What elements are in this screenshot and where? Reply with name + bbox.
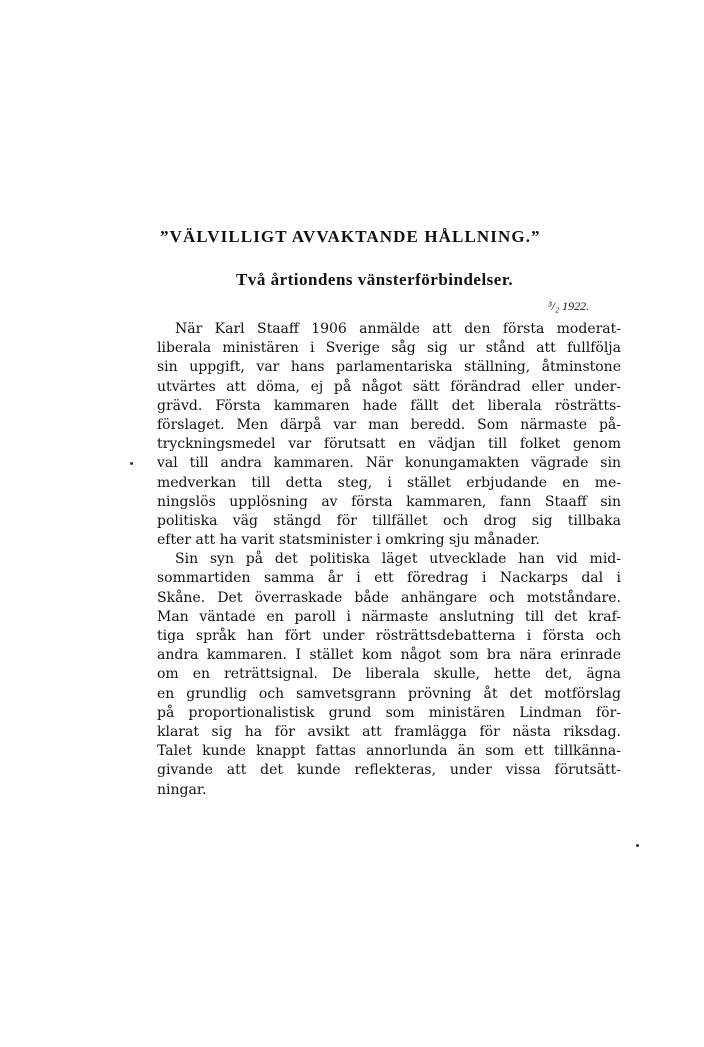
text-line: medverkan till detta steg, i stället erbjudande en me- bbox=[157, 474, 621, 491]
page-title: ”VÄLVILLIGT AVVAKTANDE HÅLLNING.” bbox=[160, 227, 541, 246]
text-line: politiska väg stängd för tillfället och drog sig tillbaka bbox=[157, 512, 621, 529]
page-subtitle: Två årtiondens vänsterförbindelser. bbox=[236, 270, 514, 289]
paragraph bbox=[157, 320, 621, 550]
text-line: efter att ha varit statsminister i omkring sju månader. bbox=[157, 532, 540, 549]
text-line: Talet kunde knappt fattas annorlunda än som ett tillkänna- bbox=[157, 743, 621, 760]
text-line: val till andra kammaren. När konungamakten vägrade sin bbox=[157, 455, 621, 472]
date-line: ³/₂ 1922. bbox=[548, 299, 590, 313]
text-line: tiga språk han fört under rösträttsdebatterna i första och bbox=[157, 628, 621, 644]
text-line: Skåne. Det överraskade både anhängare och motståndare. bbox=[157, 589, 621, 606]
text-line: givande att det kunde reflekteras, under vissa förutsätt- bbox=[157, 762, 621, 779]
text-line: grävd. Första kammaren hade fällt det liberala rösträtts- bbox=[157, 397, 621, 414]
text-line: andra kammaren. I stället kom något som bra nära erinrade bbox=[157, 647, 621, 664]
paragraph bbox=[157, 550, 621, 799]
text-line: ningslös upplösning av första kammaren, fann Staaff sin bbox=[157, 493, 621, 510]
text-line: klarat sig ha för avsikt att framlägga för nästa riksdag. bbox=[157, 723, 621, 740]
text-line: om en reträttsignal. De liberala skulle, hette det, ägna bbox=[157, 666, 621, 683]
text-line: utvärtes att döma, ej på något sätt förändrad eller under- bbox=[157, 378, 621, 395]
text-line: liberala ministären i Sverige såg sig ur stånd att fullfölja bbox=[157, 340, 621, 357]
margin-speck bbox=[636, 844, 639, 847]
text-line: ningar. bbox=[157, 781, 207, 798]
text-line: tryckningsmedel var förutsatt en vädjan till folket genom bbox=[157, 436, 621, 453]
text-line: Sin syn på det politiska läget utvecklade han vid mid- bbox=[175, 551, 621, 568]
text-line: När Karl Staaff 1906 anmälde att den första moderat- bbox=[175, 321, 621, 337]
text-line: sin uppgift, var hans parlamentariska ställning, åtminstone bbox=[157, 359, 621, 376]
margin-speck bbox=[130, 462, 133, 465]
body-text bbox=[157, 320, 621, 800]
text-line: förslaget. Men därpå var man beredd. Som närmaste på- bbox=[157, 416, 621, 433]
text-line: Man väntade en paroll i närmaste anslutning till det kraf- bbox=[157, 608, 621, 625]
text-line: på proportionalistisk grund som ministären Lindman för- bbox=[157, 704, 621, 721]
text-line: sommartiden samma år i ett föredrag i Nackarps dal i bbox=[157, 570, 621, 587]
text-line: en grundlig och samvetsgrann prövning åt det motförslag bbox=[157, 685, 621, 702]
